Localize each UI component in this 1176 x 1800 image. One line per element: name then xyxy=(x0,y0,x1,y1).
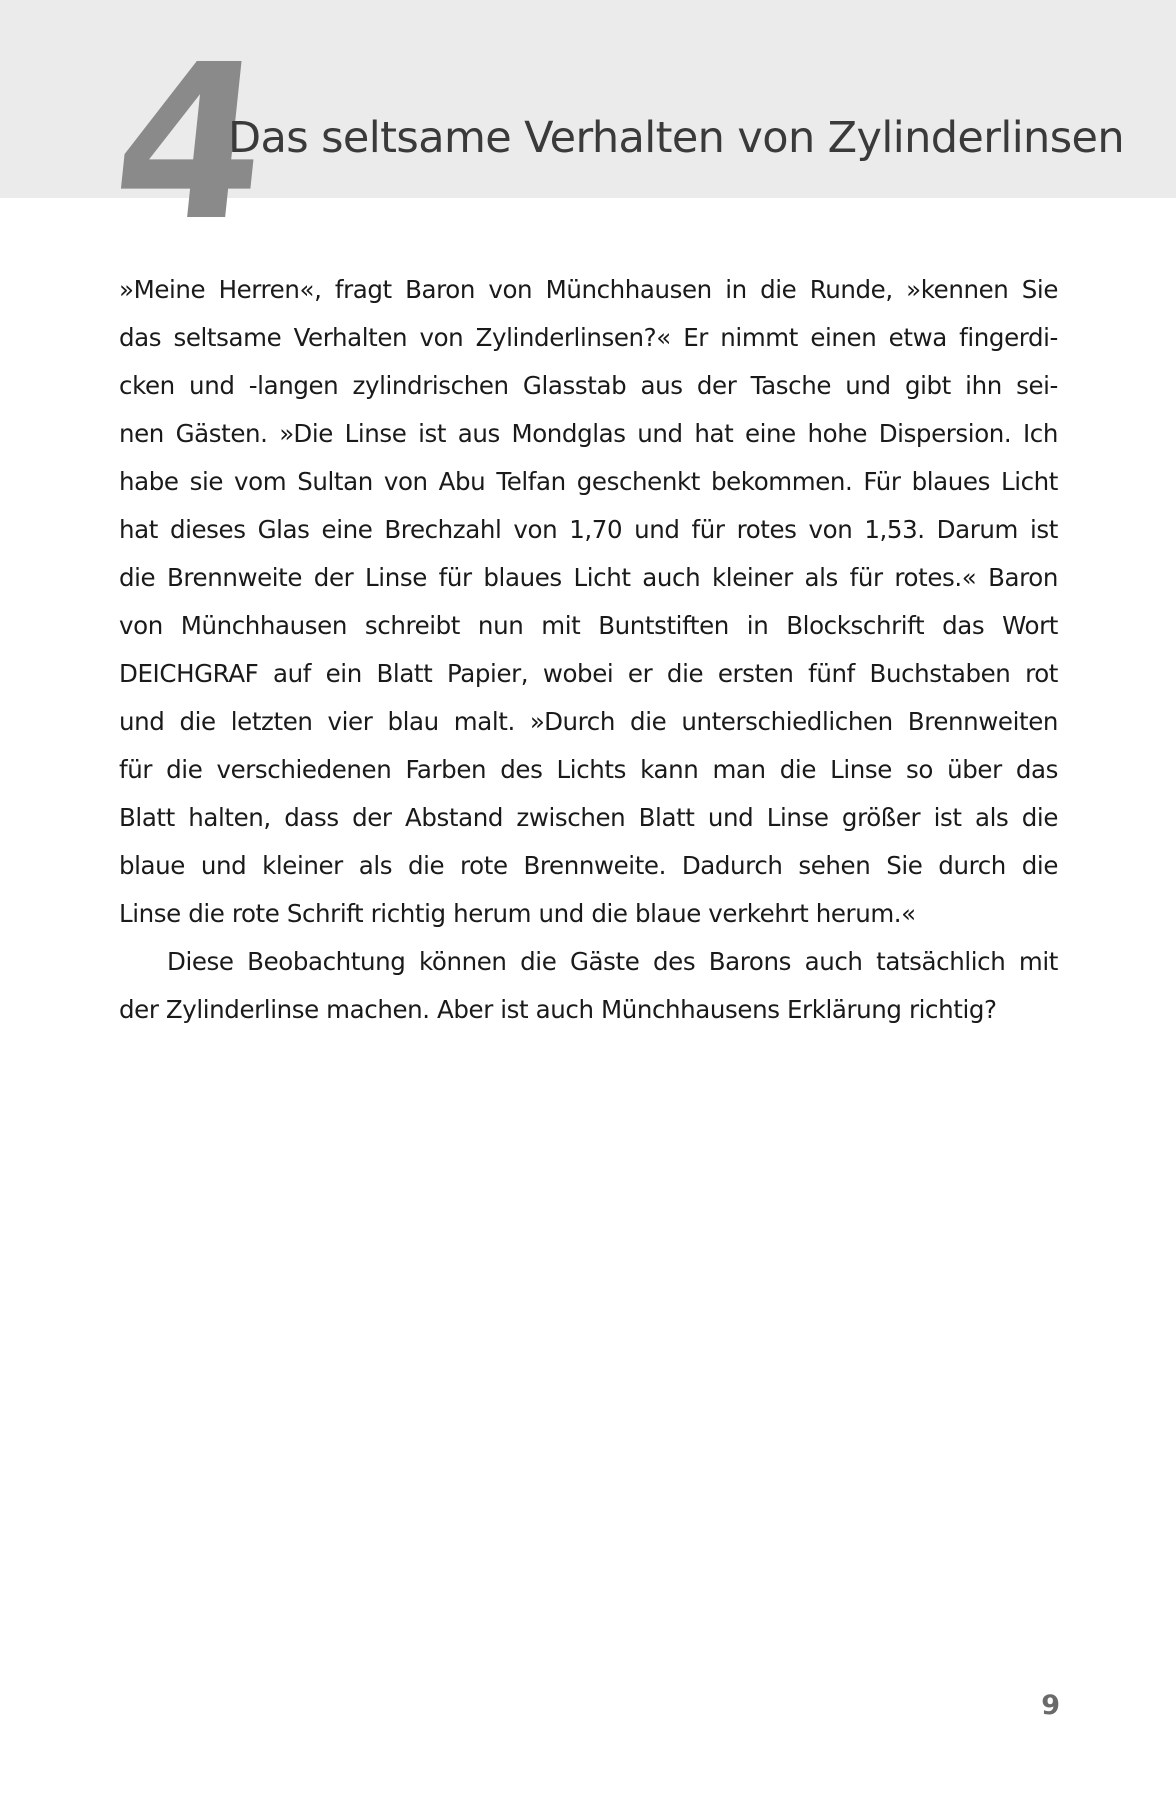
text-line: blaue und kleiner als die rote Brennweite. Dadurch sehen Sie durch die xyxy=(119,851,1058,880)
text-line: hat dieses Glas eine Brechzahl von 1,70 und für rotes von 1,53. Darum ist xyxy=(119,515,1058,544)
chapter-title: Das seltsame Verhalten von Zylinderlinsen xyxy=(228,113,1125,163)
text-line: das seltsame Verhalten von Zylinderlinsen?« Er nimmt einen etwa fingerdi- xyxy=(119,323,1058,352)
text-line: cken und -langen zylindrischen Glasstab aus der Tasche und gibt ihn sei- xyxy=(119,371,1058,400)
text-line: habe sie vom Sultan von Abu Telfan geschenkt bekommen. Für blaues Licht xyxy=(119,467,1058,496)
paragraph-1 xyxy=(119,266,1058,938)
text-line: Blatt halten, dass der Abstand zwischen Blatt und Linse größer ist als die xyxy=(119,803,1058,832)
text-line: DEICHGRAF auf ein Blatt Papier, wobei er die ersten fünf Buchstaben rot xyxy=(119,659,1058,688)
text-line: »Meine Herren«, fragt Baron von Münchhausen in die Runde, »kennen Sie xyxy=(119,275,1058,304)
text-line: die Brennweite der Linse für blaues Licht auch kleiner als für rotes.« Baron xyxy=(119,563,1058,592)
chapter-number: 4 xyxy=(102,19,271,268)
text-line: der Zylinderlinse machen. Aber ist auch Münchhausens Erklärung richtig? xyxy=(119,995,997,1024)
text-line: für die verschiedenen Farben des Lichts kann man die Linse so über das xyxy=(119,755,1058,784)
body-text xyxy=(119,266,1058,1034)
text-line: Linse die rote Schrift richtig herum und die blaue verkehrt herum.« xyxy=(119,899,916,928)
paragraph-2 xyxy=(119,938,1058,1034)
text-line: von Münchhausen schreibt nun mit Buntstiften in Blockschrift das Wort xyxy=(119,611,1058,640)
text-line: Diese Beobachtung können die Gäste des Barons auch tatsächlich mit xyxy=(167,947,1058,976)
page-number: 9 xyxy=(1041,1690,1060,1721)
text-line: nen Gästen. »Die Linse ist aus Mondglas und hat eine hohe Dispersion. Ich xyxy=(119,419,1058,448)
text-line: und die letzten vier blau malt. »Durch die unterschiedlichen Brennweiten xyxy=(119,707,1058,736)
